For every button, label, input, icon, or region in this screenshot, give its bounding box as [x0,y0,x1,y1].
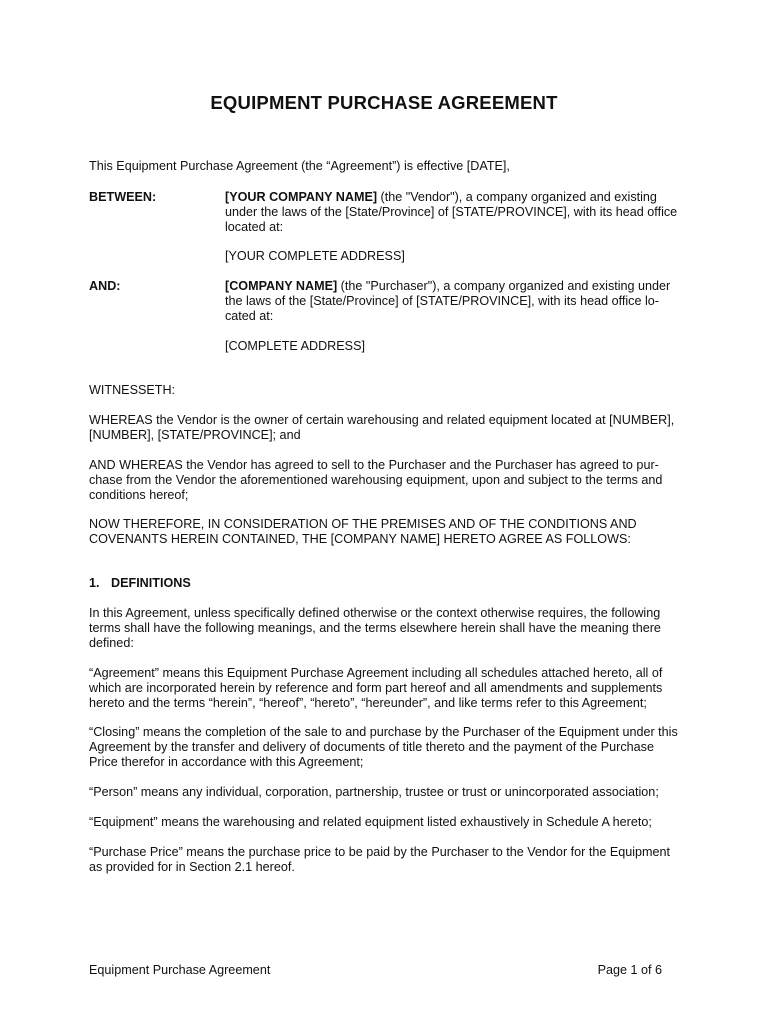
definitions-intro: In this Agreement, unless specifically defined otherwise or the context otherwise requires, the following terms shall have the following meanings, and the terms elsewhere herein shall have the meaning there defined: [89,606,661,650]
witnesseth: WITNESSETH: [89,383,176,397]
purchaser-party-paragraph [225,279,685,324]
vendor-address: [YOUR COMPLETE ADDRESS] [225,249,405,263]
purchaser-text-rest: the laws of the [State/Province] of [STATE/PROVINCE], with its head office lo- cated at: [225,294,659,323]
vendor-name: [YOUR COMPANY NAME] [225,190,378,204]
and-label: AND: [89,279,121,293]
footer-document-name: Equipment Purchase Agreement [89,963,271,977]
between-label: BETWEEN: [89,190,157,204]
whereas-paragraph-2: AND WHEREAS the Vendor has agreed to sell to the Purchaser and the Purchaser has agreed to pur- chase from the Vendor the aforementioned warehousing equipment, upon and subject to the terms and conditions hereof; [89,458,663,502]
vendor-text-line1: (the "Vendor"), a company organized and existing [377,190,657,204]
definition-equipment: “Equipment” means the warehousing and related equipment listed exhaustively in Schedule A hereto; [89,815,652,829]
definition-closing: “Closing” means the completion of the sale to and purchase by the Purchaser of the Equipment under this Agreement by the transfer and delivery of documents of title thereto and the payment of the Purchase Price therefor in accordance with this Agreement; [89,725,678,769]
vendor-party-paragraph [225,190,685,235]
vendor-text-rest: under the laws of the [State/Province] of [STATE/PROVINCE], with its head office located at: [225,205,678,234]
document-title: EQUIPMENT PURCHASE AGREEMENT [210,92,558,113]
intro-paragraph: This Equipment Purchase Agreement (the “Agreement”) is effective [DATE], [89,159,510,173]
purchaser-address: [COMPLETE ADDRESS] [225,339,365,353]
definition-person: “Person” means any individual, corporation, partnership, trustee or trust or unincorporated association; [89,785,659,799]
section-1-heading [89,576,191,591]
footer-page-number: Page 1 of 6 [597,963,662,977]
definition-agreement: “Agreement” means this Equipment Purchase Agreement including all schedules attached hereto, all of which are incorporated herein by reference and form part hereof and all amendments and supplements hereto and the terms “herein”, “hereof”, “hereto”, “hereunder”, and like terms refer to this Agreement; [89,666,663,710]
definition-purchase-price: “Purchase Price” means the purchase price to be paid by the Purchaser to the Vendor for the Equipment as provided for in Section 2.1 hereof. [89,845,671,874]
section-1-title: DEFINITIONS [111,576,191,590]
purchaser-name: [COMPANY NAME] [225,279,338,293]
purchaser-text-line1: (the "Purchaser"), a company organized and existing under [337,279,671,293]
section-1-number: 1. [89,576,100,590]
now-therefore-paragraph: NOW THEREFORE, IN CONSIDERATION OF THE PREMISES AND OF THE CONDITIONS AND COVENANTS HEREIN CONTAINED, THE [COMPANY NAME] HERETO AGREE AS FOLLOWS: [89,517,637,546]
whereas-paragraph-1: WHEREAS the Vendor is the owner of certain warehousing and related equipment located at [NUMBER], [NUMBER], [STATE/PROVINCE]; and [89,413,675,442]
